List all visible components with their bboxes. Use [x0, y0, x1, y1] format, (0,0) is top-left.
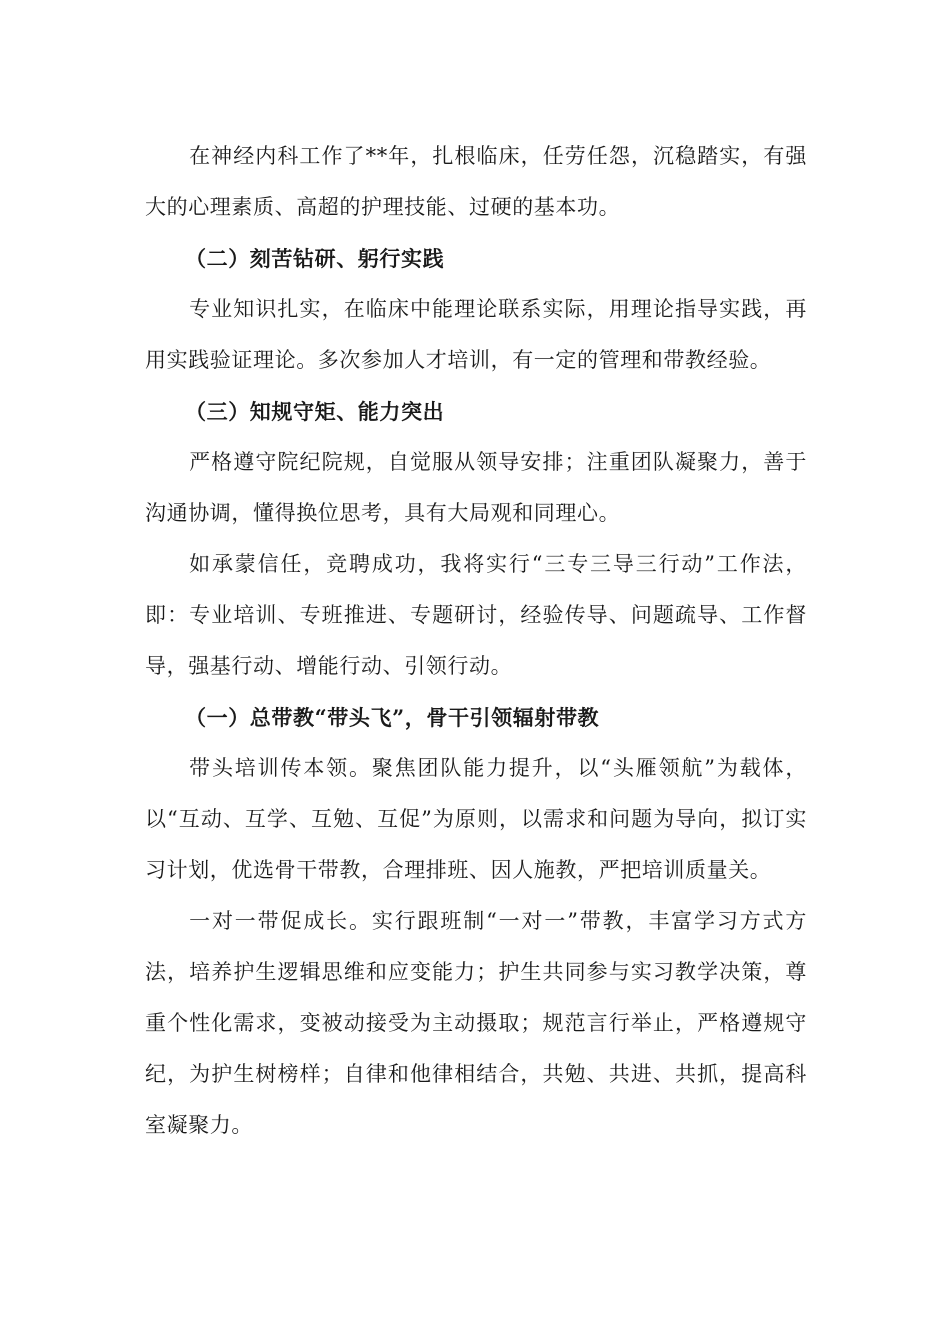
paragraph-training: 带头培训传本领。聚焦团队能力提升，以“头雁领航”为载体，以“互动、互学、互勉、互促”为原则，以需求和问题为导向，拟订实习计划，优选骨干带教，合理排班、因人施教，严把培训质量关。 [145, 756, 807, 882]
paragraph-knowledge: 专业知识扎实，在临床中能理论联系实际，用理论指导实践，再用实践验证理论。多次参加人才培训，有一定的管理和带教经验。 [145, 297, 807, 372]
paragraph-plan: 如承蒙信任，竞聘成功，我将实行“三专三导三行动”工作法，即：专业培训、专班推进、专题研讨，经验传导、问题疏导、工作督导，强基行动、增能行动、引领行动。 [145, 552, 807, 678]
paragraph-mentoring: 一对一带促成长。实行跟班制“一对一”带教，丰富学习方式方法，培养护生逻辑思维和应变能力；护生共同参与实习教学决策，尊重个性化需求，变被动接受为主动摄取；规范言行举止，严格遵规守纪，为护生树榜样；自律和他律相结合，共勉、共进、共抓，提高科室凝聚力。 [145, 909, 807, 1137]
section-heading-3: （三）知规守矩、能力突出 [185, 399, 445, 424]
document-body [145, 131, 807, 1151]
section-heading-2: （二）刻苦钻研、躬行实践 [185, 246, 445, 271]
paragraph-intro: 在神经内科工作了**年，扎根临床，任劳任怨，沉稳踏实，有强大的心理素质、高超的护理技能、过硬的基本功。 [145, 144, 807, 219]
section-heading-1: （一）总带教“带头飞”，骨干引领辐射带教 [185, 705, 600, 730]
paragraph-discipline: 严格遵守院纪院规，自觉服从领导安排；注重团队凝聚力，善于沟通协调，懂得换位思考，具有大局观和同理心。 [145, 450, 807, 525]
